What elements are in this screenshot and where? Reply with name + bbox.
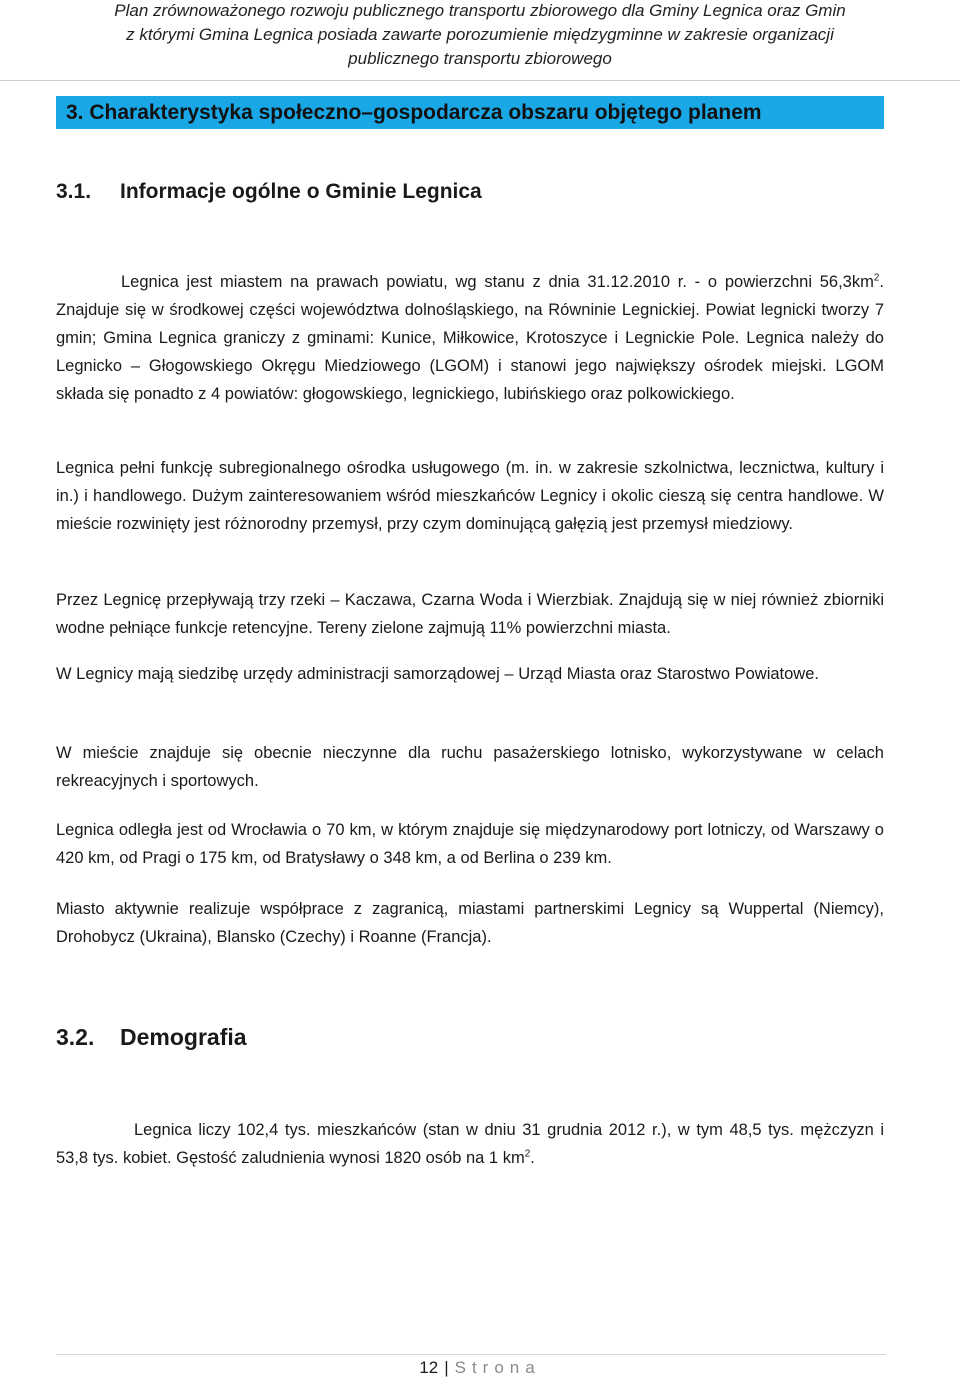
paragraph-rivers: Przez Legnicę przepływają trzy rzeki – Kaczawa, Czarna Woda i Wierzbiak. Znajdują się w niej również zbiorniki wodne pełniące funkcje retencyjne. Tereny zielone zajmują 11% powierzchni miasta. xyxy=(56,591,884,637)
footer-separator: | xyxy=(444,1358,449,1377)
section-heading-3-1 xyxy=(56,178,482,206)
header-line-1: Plan zrównoważonego rozwoju publicznego transportu zbiorowego dla Gminy Legnica oraz Gmin xyxy=(114,1,846,20)
paragraph-functions: Legnica pełni funkcję subregionalnego ośrodka usługowego (m. in. w zakresie szkolnictwa, lecznictwa, kultury i in.) i handlowego. Dużym zainteresowaniem wśród mieszkańców Legnicy i okolic cieszą się centra handlowe. W mieście rozwinięty jest różnorodny przemysł, przy czym dominującą gałęzią jest przemysł miedziowy. xyxy=(56,459,884,533)
header-line-2: z którymi Gmina Legnica posiada zawarte porozumienie międzygminne w zakresie organizacji xyxy=(126,25,834,44)
paragraph-distances: Legnica odległa jest od Wrocławia o 70 km, w którym znajduje się międzynarodowy port lotniczy, od Warszawy o 420 km, od Pragi o 175 km, od Bratysławy o 348 km, a od Berlina o 239 km. xyxy=(56,821,884,867)
paragraph-demography-text-a: Legnica liczy 102,4 tys. mieszkańców (stan w dniu 31 grudnia 2012 r.), w tym 48,5 tys. mężczyzn i 53,8 tys. kobiet. Gęstość zaludnienia wynosi 1820 osób na 1 km xyxy=(56,1121,884,1167)
paragraph-intro-text-a: Legnica jest miastem na prawach powiatu, wg stanu z dnia 31.12.2010 r. - o powierzchni 56,3km xyxy=(121,273,874,291)
footer-divider xyxy=(56,1354,886,1355)
paragraph-administration: W Legnicy mają siedzibę urzędy administracji samorządowej – Urząd Miasta oraz Starostwo Powiatowe. xyxy=(56,665,819,683)
superscript: 2 xyxy=(524,1148,531,1160)
chapter-title: 3. Charakterystyka społeczno–gospodarcza obszaru objętego planem xyxy=(56,96,884,129)
section-title: Demografia xyxy=(120,1024,247,1050)
page-number: 12 xyxy=(419,1358,439,1377)
paragraph-intro xyxy=(56,268,884,408)
paragraph-airport: W mieście znajduje się obecnie nieczynne dla ruchu pasażerskiego lotnisko, wykorzystywane w celach rekreacyjnych i sportowych. xyxy=(56,744,884,790)
paragraph-demography-text-b: . xyxy=(530,1149,535,1167)
page-footer xyxy=(0,1356,960,1380)
section-number: 3.1. xyxy=(56,180,92,203)
paragraph-demography xyxy=(56,1116,884,1172)
section-title: Informacje ogólne o Gminie Legnica xyxy=(120,180,482,203)
header-divider xyxy=(0,80,960,81)
header-line-3: publicznego transportu zbiorowego xyxy=(348,49,612,68)
section-heading-3-2 xyxy=(56,1022,247,1052)
superscript: 2 xyxy=(873,272,880,284)
paragraph-partner-cities: Miasto aktywnie realizuje współprace z zagranicą, miastami partnerskimi Legnicy są Wuppertal (Niemcy), Drohobycz (Ukraina), Blansko (Czechy) i Roanne (Francja). xyxy=(56,900,884,946)
section-number: 3.2. xyxy=(56,1024,95,1050)
page-label: Strona xyxy=(454,1358,541,1377)
paragraph-intro-text-b: . Znajduje się w środkowej części województwa dolnośląskiego, na Równinie Legnickiej. Powiat legnicki tworzy 7 gmin; Gmina Legnica graniczy z gminami: Kunice, Miłkowice, Krotoszyce i Legnickie Pole. Legnica należy do Legnicko – Głogowskiego Okręgu Miedziowego (LGOM) i stanowi jego największy ośrodek miejski. LGOM składa się ponadto z 4 powiatów: głogowskiego, legnickiego, lubińskiego oraz polkowickiego. xyxy=(56,273,884,403)
